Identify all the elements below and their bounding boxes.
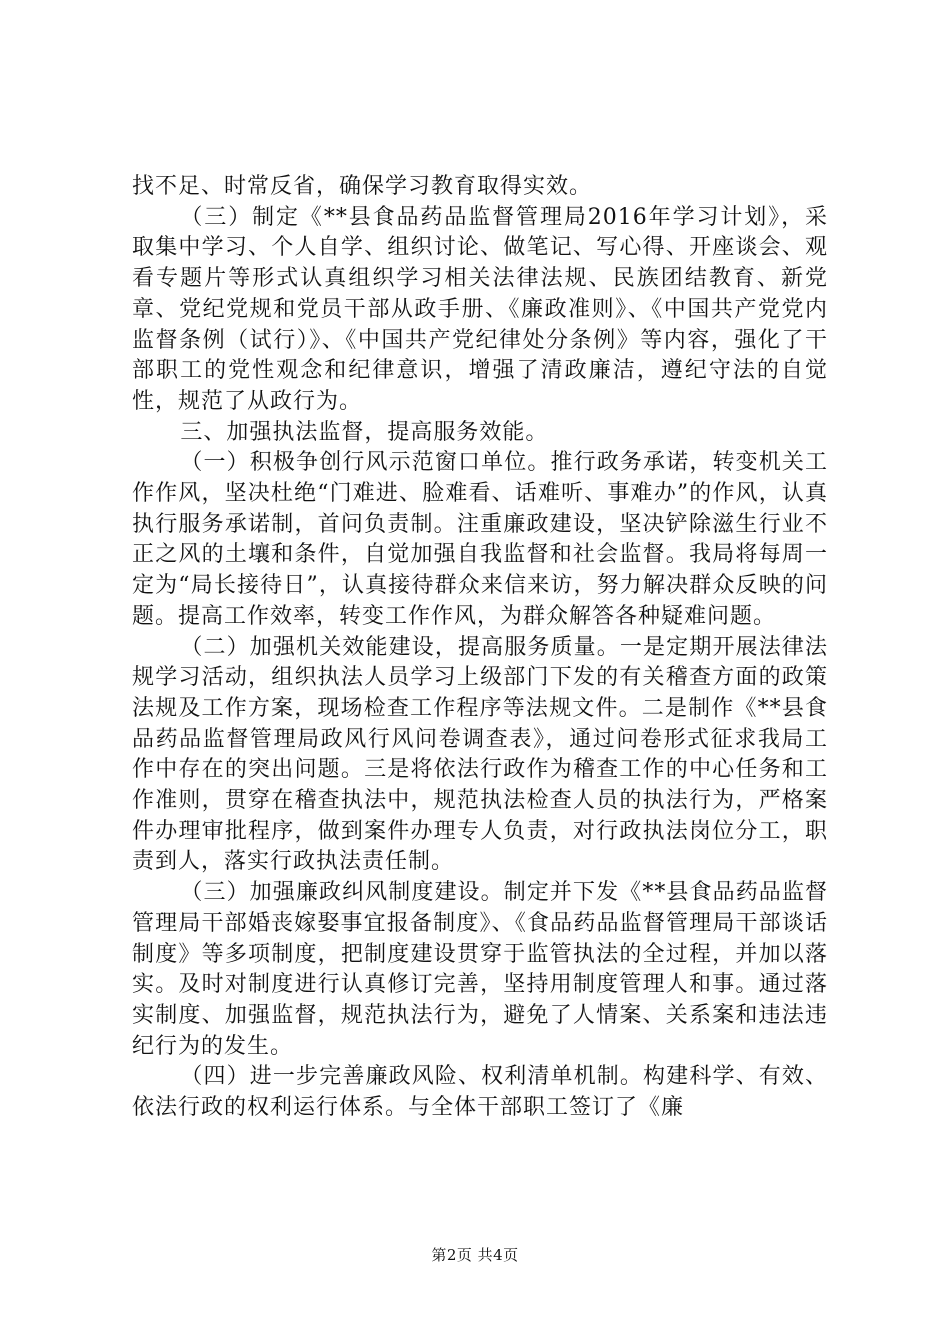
paragraph-study-plan: （三）制定《**县食品药品监督管理局2016年学习计划》，采取集中学习、个人自学、组织讨论、做笔记、写心得、开座谈会、观看专题片等形式认真组织学习相关法律法规、民族团结教育、新党章、党纪党规和党员干部从政手册、《廉政准则》、《中国共产党党内监督条例（试行）》、《中国共产党纪律处分条例》等内容，强化了干部职工的党性观念和纪律意识，增强了清政廉洁，遵纪守法的自觉性，规范了从政行为。 [132, 204, 828, 414]
document-body [132, 172, 828, 1124]
section-heading-three: 三、加强执法监督，提高服务效能。 [180, 419, 549, 445]
paragraph-efficiency: （二）加强机关效能建设，提高服务质量。一是定期开展法律法规学习活动，组织执法人员学习上级部门下发的有关稽查方面的政策法规及工作方案，现场检查工作程序等法规文件。二是制作《**县食品药品监督管理局政风行风问卷调查表》，通过问卷形式征求我局工作中存在的突出问题。三是将依法行政作为稽查工作的中心任务和工作准则，贯穿在稽查执法中，规范执法检查人员的执法行为，严格案件办理审批程序，做到案件办理专人负责，对行政执法岗位分工，职责到人，落实行政执法责任制。 [132, 634, 828, 875]
paragraph-integrity-system: （三）加强廉政纠风制度建设。制定并下发《**县食品药品监督管理局干部婚丧嫁娶事宜报备制度》、《食品药品监督管理局干部谈话制度》等多项制度，把制度建设贯穿于监管执法的全过程，并加以落实。及时对制度进行认真修订完善，坚持用制度管理人和事。通过落实制度、加强监督，规范执法行为，避免了人情案、关系案和违法违纪行为的发生。 [132, 880, 828, 1059]
paragraph-risk-mechanism: （四）进一步完善廉政风险、权利清单机制。构建科学、有效、依法行政的权利运行体系。与全体干部职工签订了《廉 [132, 1064, 828, 1121]
page-footer: 第2页 共4页 [431, 1246, 519, 1264]
paragraph-continuation: 找不足、时常反省，确保学习教育取得实效。 [132, 174, 593, 199]
paragraph-model-window: （一）积极争创行风示范窗口单位。推行政务承诺，转变机关工作作风，坚决杜绝“门难进、脸难看、话难听、事难办”的作风，认真执行服务承诺制，首问负责制。注重廉政建设，坚决铲除滋生行业不正之风的土壤和条件，自觉加强自我监督和社会监督。我局将每周一定为“局长接待日”，认真接待群众来信来访，努力解决群众反映的问题。提高工作效率，转变工作作风，为群众解答各种疑难问题。 [132, 450, 828, 629]
